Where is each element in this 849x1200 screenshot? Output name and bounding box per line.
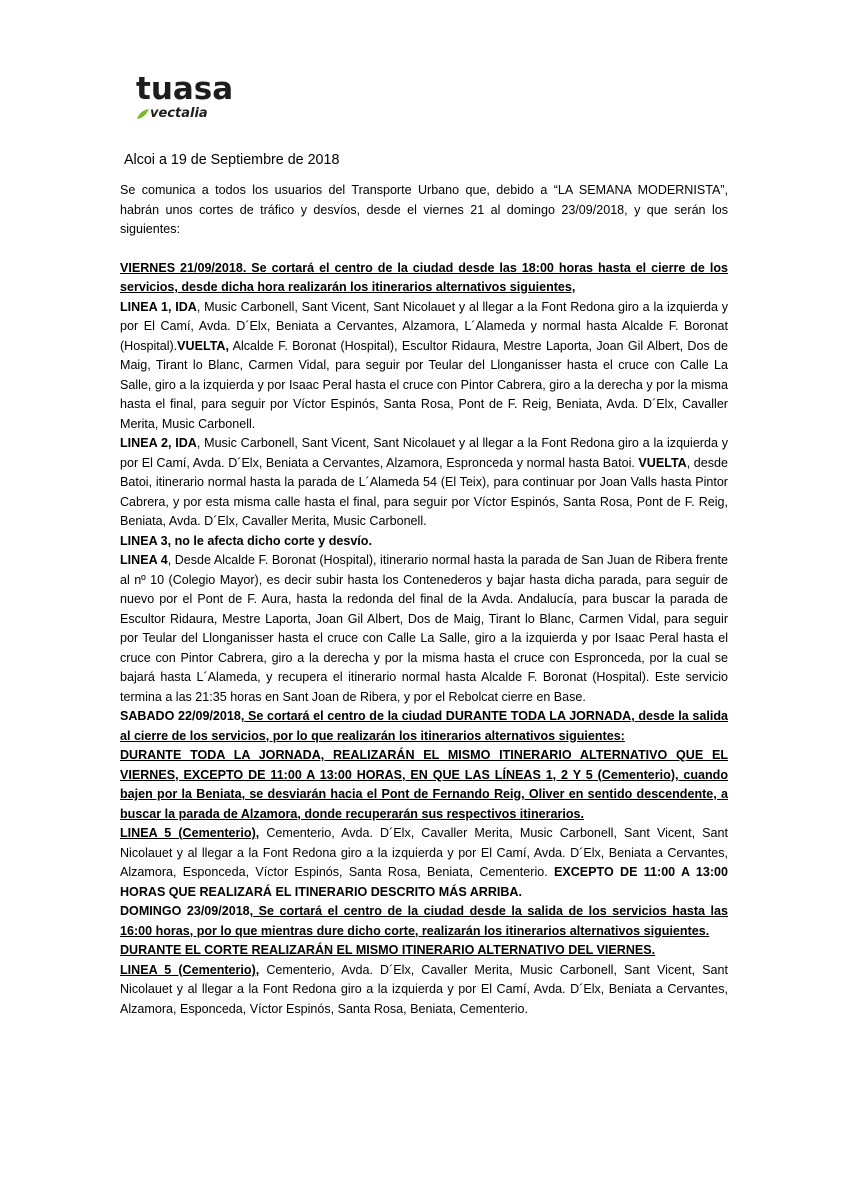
saturday-heading-date: SABADO 22/09/2018, [120,709,245,723]
line4-label: LINEA 4 [120,553,168,567]
sunday-notice [120,941,728,961]
sunday-heading-date: DOMINGO 23/09/2018, [120,904,254,918]
saturday-notice-text: DURANTE TODA LA JORNADA, REALIZARÁN EL MISMO ITINERARIO ALTERNATIVO QUE EL VIERNES, EXCEPTO DE 11:00 A 13:00 HORAS, EN QUE LAS LÍNEAS 1, 2 Y 5 (Cementerio), cuando bajen por la Beniata, se desviarán hacia el Pont de Fernando Reig, Oliver en sentido descendente, a buscar la parada de Alzamora, donde recuperarán sus respectivos itinerarios. [120,748,728,821]
line3-text: LINEA 3, no le afecta dicho corte y desvío. [120,533,372,548]
friday-line4-paragraph [120,551,728,707]
logo-subbrand-text: vectalia [150,106,208,121]
saturday-line5-except: EXCEPTO DE 11:00 A 13:00 HORAS QUE REALIZARÁ EL ITINERARIO DESCRITO MÁS ARRIBA. [120,865,728,899]
saturday-heading [120,707,728,746]
line2-vuelta-label: VUELTA [638,455,687,470]
sunday-heading-text: Se cortará el centro de la ciudad desde la salida de los servicios hasta las 16:00 horas, por lo que mientras dure dicho corte, realizarán los itinerarios alternativos siguientes. [120,904,728,938]
saturday-heading-rest: , desde la salida al cierre de los servicios, por lo que realizarán los itinerarios alternativos siguientes: [120,709,728,743]
sunday-line5-text: Cementerio, Avda. D´Elx, Cavaller Merita, Music Carbonell, Sant Vicent, Sant Nicolauet y al llegar a la Font Redona giro a la izquierda y por El Camí, Avda. D´Elx, Beniata a Cervantes, Alzamora, Esponceda, Víctor Espinós, Santa Rosa, Beniata, Cementerio. [120,962,728,1016]
line1-vuelta-label: VUELTA, [177,338,229,353]
line2-vuelta-text: , desde Batoi, itinerario normal hasta la parada de L´Alameda 54 (El Teix), para continuar por Joan Valls hasta Pintor Cabrera, y por esta misma calle hasta el final, para seguir por Víctor Espinós, Santa Rosa, Pont de F. Reig, Beniata, Avda. D´Elx, Cavaller Merita, Music Carbonell. [120,455,728,528]
line4-text: , Desde Alcalde F. Boronat (Hospital), itinerario normal hasta la parada de San Juan de Ribera frente al nº 10 (Colegio Mayor), es decir subir hasta los Contenederos y bajar hasta dicha parada, para seguir de nuevo por el Pont de F. Aura, hasta la redonda del final de la Avda. Andalucía, para buscar la parada de Escultor Ridaura, Mestre Laporta, Joan Gil Albert, Dos de Maig, Tirant lo Blanc, Carmen Vidal, para seguir por Teular del Llonganisser hasta el cruce con Calle La Salle, giro a la izquierda y por Isaac Peral hasta el cruce con Pintor Cabrera, giro a la derecha y por la misma hasta el cruce con Espronceda, por la cual se bajará hasta L´Alameda, y recupera el itinerario normal hasta Alcalde F. Boronat (Hospital). Este servicio termina a las 21:35 horas en Sant Joan de Ribera, y por el Rebolcat cierre en Base. [120,553,728,704]
line2-label: LINEA 2, IDA [120,436,197,450]
saturday-notice [120,746,728,824]
friday-heading-text: VIERNES 21/09/2018. Se cortará el centro de la ciudad desde las 18:00 horas hasta el cierre de los servicios, desde dicha hora realizarán los itinerarios alternativos siguientes, [120,260,728,294]
line1-label: LINEA 1, IDA [120,299,197,314]
line2-ida-text: , Music Carbonell, Sant Vicent, Sant Nicolauet y al llegar a la Font Redona giro a la izquierda y por El Camí, Avda. D´Elx, Beniata a Cervantes, Alzamora, Espronceda y normal hasta Batoi. [120,436,728,470]
saturday-line5-text: Cementerio, Avda. D´Elx, Cavaller Merita, Music Carbonell, Sant Vicent, Sant Nicolauet y al llegar a la Font Redona giro a la izquierda y por El Camí, Avda. D´Elx, Beniata a Cervantes, Alzamora, Esponceda, Víctor Espinós, Santa Rosa, Beniata, Cementerio. [120,826,728,879]
sunday-heading [120,902,728,941]
line1-ida-text: , Music Carbonell, Sant Vicent, Sant Nicolauet y al llegar a la Font Redona giro a la izquierda y por El Camí, Avda. D´Elx, Beniata a Cervantes, Alzamora, L´Alameda y normal hasta Alcalde F. Boronat (Hospital). [120,299,728,353]
sunday-line5-label: LINEA 5 (Cementerio), [120,962,260,977]
leaf-icon [136,108,150,120]
saturday-line5-paragraph [120,824,728,902]
friday-line3-paragraph [120,532,728,552]
friday-line1-paragraph [120,298,728,435]
letter-body [120,181,728,1019]
letter-date: Alcoi a 19 de Septiembre de 2018 [124,152,340,168]
saturday-heading-allday: DURANTE TODA LA JORNADA [445,709,632,723]
company-logo [136,72,256,122]
logo-brand-text: tuasa [136,71,234,107]
saturday-heading-cut: Se cortará el centro de la ciudad [244,709,446,723]
saturday-line5-label: LINEA 5 (Cementerio), [120,826,260,840]
line1-vuelta-text: Alcalde F. Boronat (Hospital), Escultor Ridaura, Mestre Laporta, Joan Gil Albert, Dos de Maig, Tirant lo Blanc, Carmen Vidal, para seguir por Teular del Llonganisser hasta el cruce con Calle La Salle, giro a la izquierda y por Isaac Peral hasta el cruce con Pintor Cabrera, giro a la derecha y por la misma hasta el final, para seguir por Víctor Espinós, Santa Rosa, Pont de F. Reig, Beniata, Avda. D´Elx, Cavaller Merita, Music Carbonell. [120,338,728,431]
sunday-notice-text: DURANTE EL CORTE REALIZARÁN EL MISMO ITINERARIO ALTERNATIVO DEL VIERNES. [120,943,656,957]
friday-line2-paragraph [120,434,728,532]
friday-heading [120,259,728,298]
logo-subbrand [136,106,256,122]
sunday-line5-paragraph [120,961,728,1020]
intro-paragraph: Se comunica a todos los usuarios del Transporte Urbano que, debido a “LA SEMANA MODERNISTA”, habrán unos cortes de tráfico y desvíos, desde el viernes 21 al domingo 23/09/2018, y que serán los siguientes: [120,183,728,236]
